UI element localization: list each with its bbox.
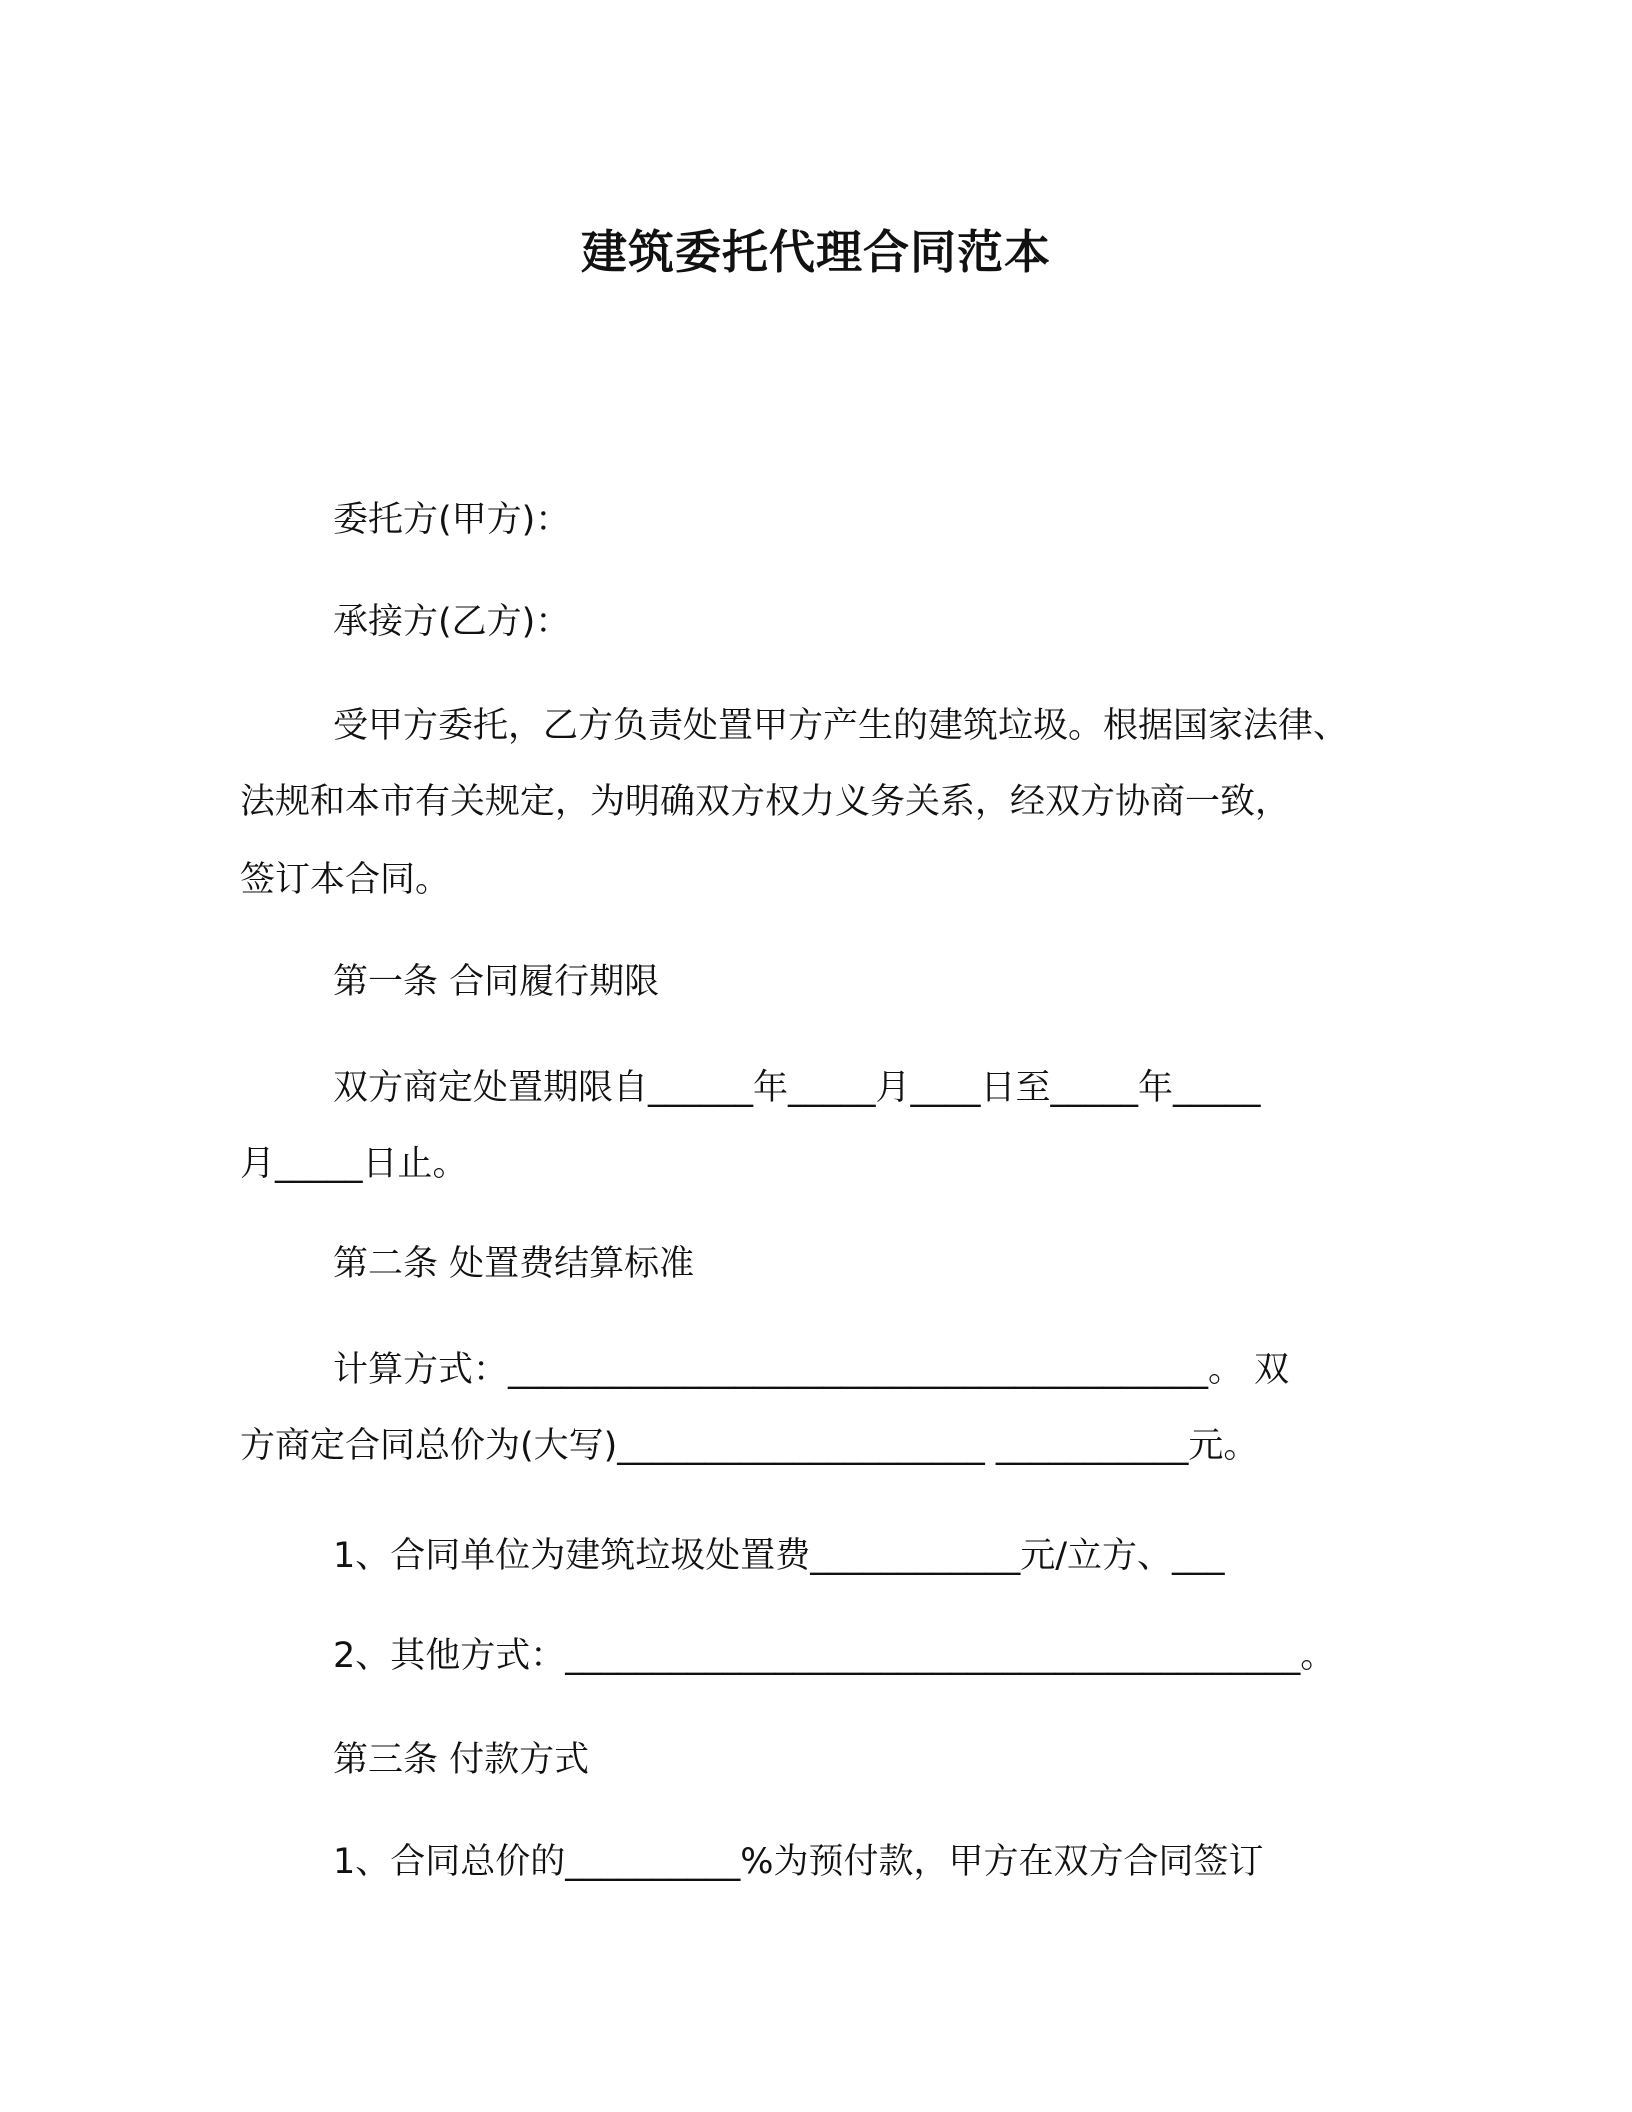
party-a-line: 委托方(甲方)： [333, 500, 571, 540]
party-b-line: 承接方(乙方)： [333, 602, 571, 642]
calc-method-line: 计算方式：________________________________________。 双 [333, 1350, 1290, 1390]
term-line-2: 月_____日止。 [240, 1144, 468, 1184]
unit-price-line: 1、合同单位为建筑垃圾处置费____________元/立方、___ [333, 1536, 1225, 1576]
preamble-line-2: 法规和本市有关规定，为明确双方权力义务关系，经双方协商一致， [240, 782, 1291, 822]
preamble-line-1: 受甲方委托，乙方负责处置甲方产生的建筑垃圾。根据国家法律、 [333, 706, 1349, 746]
payment-line-1: 1、合同总价的__________%为预付款，甲方在双方合同签订 [333, 1842, 1264, 1882]
document-title: 建筑委托代理合同范本 [581, 225, 1051, 279]
article-3-heading: 第三条 付款方式 [333, 1740, 590, 1780]
other-method-line: 2、其他方式：__________________________________________。 [333, 1636, 1336, 1676]
term-line-1: 双方商定处置期限自______年_____月____日至_____年_____ [333, 1068, 1261, 1108]
article-1-heading: 第一条 合同履行期限 [333, 962, 660, 1002]
total-price-line: 方商定合同总价为(大写)_____________________ ___________元。 [240, 1426, 1259, 1466]
article-2-heading: 第二条 处置费结算标准 [333, 1244, 695, 1284]
preamble-line-3: 签订本合同。 [240, 860, 451, 900]
